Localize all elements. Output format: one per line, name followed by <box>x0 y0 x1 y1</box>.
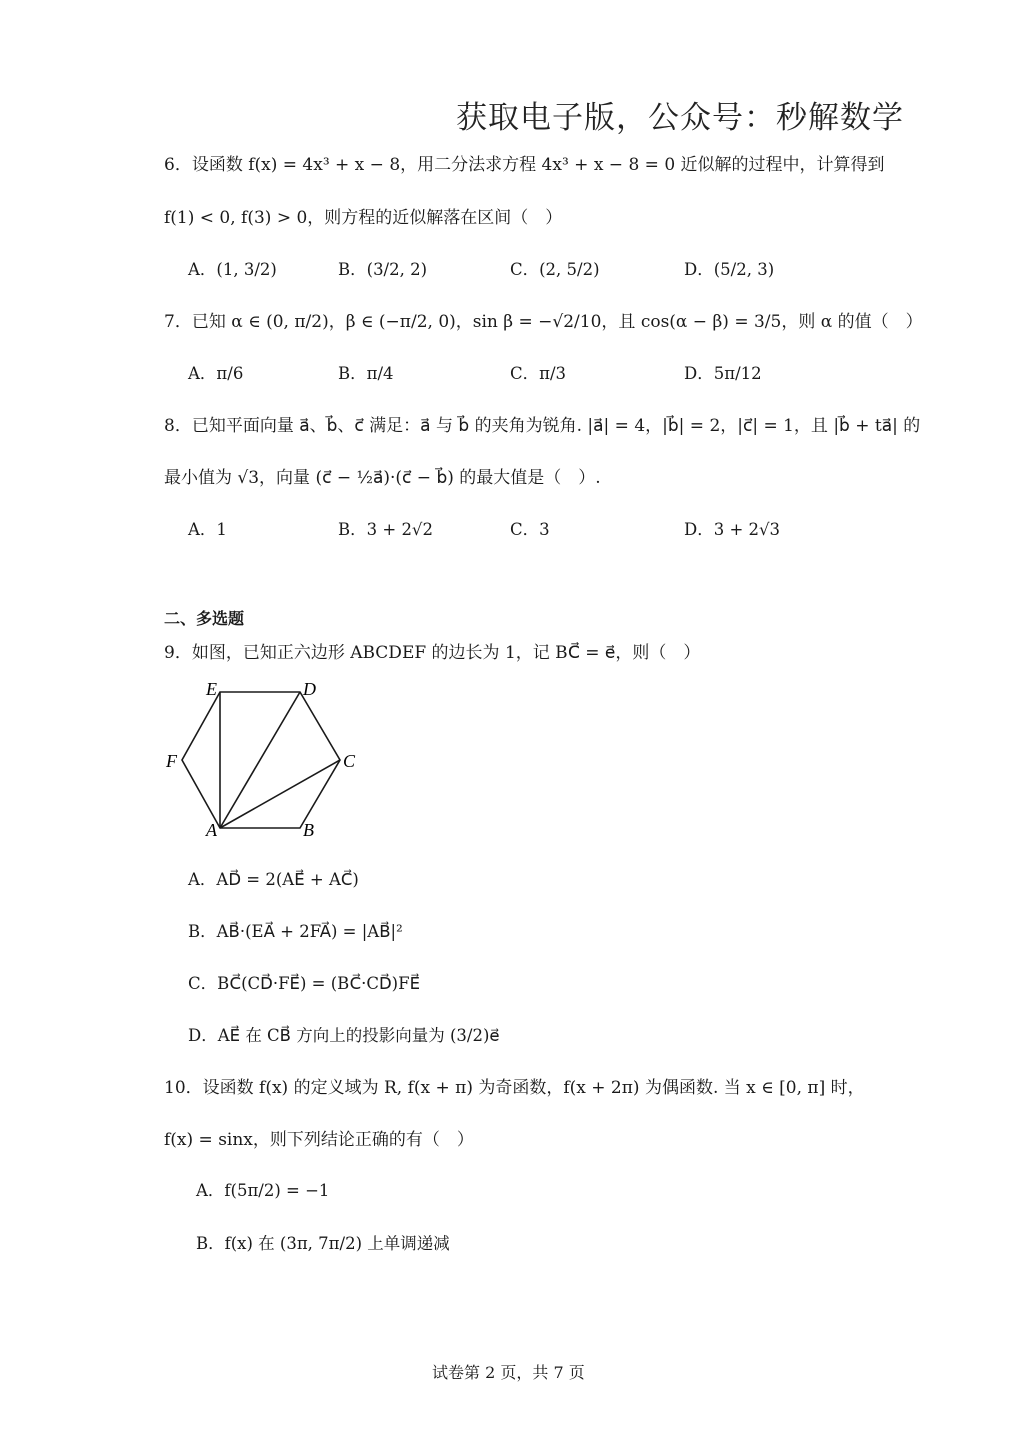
q9-option-a: A．AD⃗ = 2(AE⃗ + AC⃗) <box>188 870 359 889</box>
q8-stem-line2: 最小值为 √3，向量 (c⃗ − ½a⃗)·(c⃗ − b⃗) 的最大值是（ ）. <box>164 468 601 488</box>
page-footer: 试卷第 2 页，共 7 页 <box>432 1363 585 1382</box>
q8-option-c: C．3 <box>510 520 550 539</box>
watermark-banner: 获取电子版，公众号：秒解数学 <box>456 100 904 136</box>
vertex-label-a: A <box>206 820 217 840</box>
q10-stem-line2: f(x) = sinx，则下列结论正确的有（ ） <box>164 1130 474 1150</box>
q10-option-a: A．f(5π/2) = −1 <box>196 1181 330 1200</box>
hexagon-outline <box>182 692 340 828</box>
q10-stem-line1: 10．设函数 f(x) 的定义域为 R, f(x + π) 为奇函数，f(x + 2π) 为偶函数. 当 x ∈ [0, π] 时， <box>164 1078 865 1098</box>
q9-stem: 9．如图，已知正六边形 ABCDEF 的边长为 1，记 BC⃗ = e⃗，则（ ） <box>164 643 701 663</box>
q6-option-c: C．(2, 5/2) <box>510 260 600 279</box>
q9-option-d: D．AE⃗ 在 CB⃗ 方向上的投影向量为 (3/2)e⃗ <box>188 1026 500 1045</box>
q8-option-b: B．3 + 2√2 <box>338 520 433 539</box>
q6-stem-line2: f(1) < 0, f(3) > 0，则方程的近似解落在区间（ ） <box>164 208 563 228</box>
q7-option-b: B．π/4 <box>338 364 394 383</box>
q8-option-d: D．3 + 2√3 <box>684 520 781 539</box>
q7-stem: 7．已知 α ∈ (0, π/2)，β ∈ (−π/2, 0)，sin β = −√2/10，且 cos(α − β) = 3/5，则 α 的值（ ） <box>164 312 923 332</box>
vertex-label-d: D <box>303 679 316 699</box>
hexagon-lines <box>182 692 340 828</box>
hexagon-figure <box>160 676 370 841</box>
q7-option-a: A．π/6 <box>188 364 244 383</box>
vertex-label-c: C <box>343 751 356 771</box>
segment-ad <box>220 692 300 828</box>
q6-option-b: B．(3/2, 2) <box>338 260 428 279</box>
q6-option-d: D．(5/2, 3) <box>684 260 775 279</box>
q7-option-c: C．π/3 <box>510 364 567 383</box>
vertex-label-b: B <box>303 820 314 840</box>
q6-stem-line1: 6．设函数 f(x) = 4x³ + x − 8，用二分法求方程 4x³ + x − 8 = 0 近似解的过程中，计算得到 <box>164 155 885 175</box>
q8-option-a: A．1 <box>188 520 227 539</box>
q9-option-b: B．AB⃗·(EA⃗ + 2FA⃗) = |AB⃗|² <box>188 922 403 941</box>
q9-option-c: C．BC⃗(CD⃗·FE⃗) = (BC⃗·CD⃗)FE⃗ <box>188 974 420 993</box>
section-multiple-choice-heading: 二、多选题 <box>164 609 245 628</box>
q7-option-d: D．5π/12 <box>684 364 762 383</box>
segment-ac <box>220 760 340 828</box>
vertex-label-f: F <box>166 751 177 771</box>
q8-stem-line1: 8．已知平面向量 a⃗、b⃗、c⃗ 满足：a⃗ 与 b⃗ 的夹角为锐角. |a⃗| = 4，|b⃗| = 2，|c⃗| = 1，且 |b⃗ + ta⃗| 的 <box>164 416 921 436</box>
vertex-label-e: E <box>206 679 217 699</box>
q6-option-a: A．(1, 3/2) <box>188 260 277 279</box>
q10-option-b: B．f(x) 在 (3π, 7π/2) 上单调递减 <box>196 1234 450 1253</box>
